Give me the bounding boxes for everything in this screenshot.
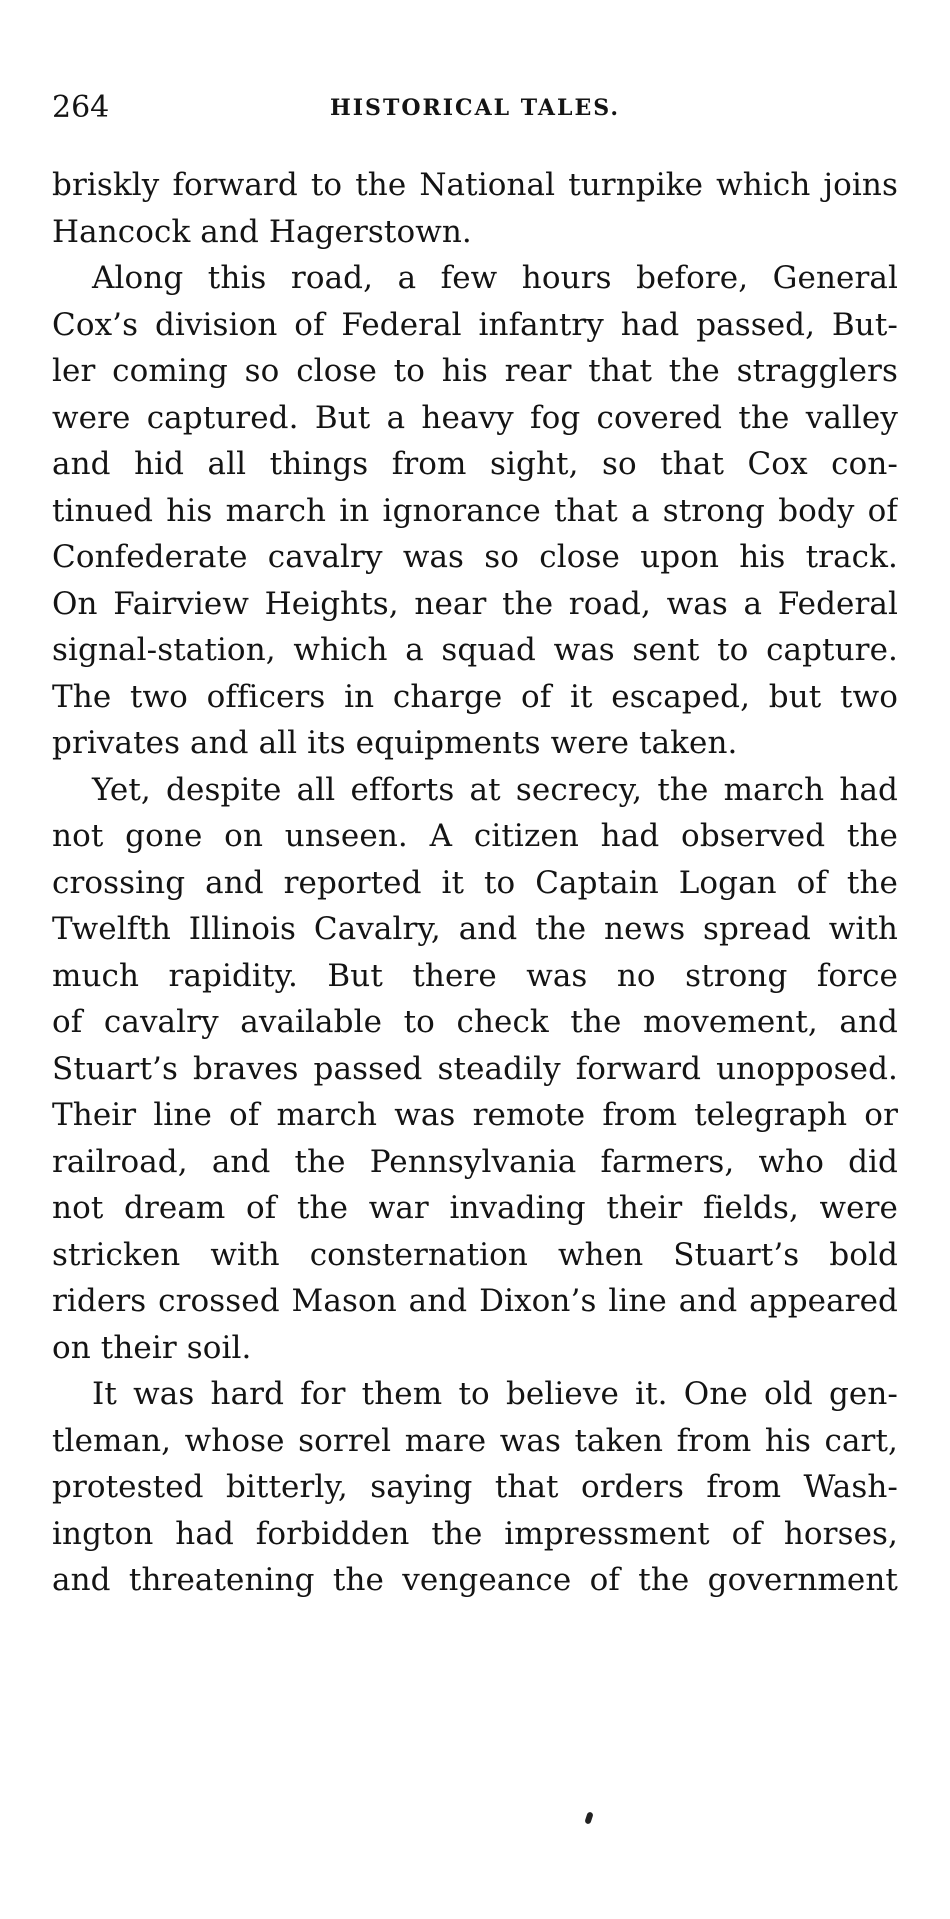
text-line: and hid all things from sight, so that Cox con-: [52, 446, 898, 482]
text-line: Confederate cavalry was so close upon his track.: [52, 539, 898, 575]
text-line: not dream of the war invading their fields, were: [52, 1190, 898, 1226]
text-line: railroad, and the Pennsylvania farmers, who did: [52, 1143, 898, 1180]
text-line: briskly forward to the National turnpike which joins: [52, 167, 898, 203]
text-line: were captured. But a heavy fog covered the valley: [52, 399, 898, 436]
text-line: signal-station, which a squad was sent to capture.: [52, 632, 898, 668]
body-text: [52, 162, 898, 1604]
text-line: It was hard for them to believe it. One old gen-: [92, 1376, 898, 1412]
page-number: 264: [52, 90, 110, 125]
running-head: [52, 88, 898, 128]
paragraph: [52, 767, 898, 1372]
paragraph: [52, 255, 898, 767]
text-line: The two officers in charge of it escaped, but two: [52, 678, 898, 715]
text-line: ington had forbidden the impressment of horses,: [52, 1515, 898, 1552]
text-line: ler coming so close to his rear that the stragglers: [52, 353, 898, 389]
text-line: protested bitterly, saying that orders from Wash-: [52, 1469, 898, 1505]
text-line: Along this road, a few hours before, General: [92, 260, 898, 296]
running-title: HISTORICAL TALES.: [329, 95, 621, 121]
text-line: Their line of march was remote from telegraph or: [52, 1097, 898, 1133]
text-line: tinued his march in ignorance that a strong body of: [52, 492, 898, 529]
text-line: and threatening the vengeance of the government: [52, 1562, 898, 1598]
text-line: of cavalry available to check the movement, and: [52, 1004, 898, 1040]
text-line: Cox’s division of Federal infantry had passed, But-: [52, 306, 898, 343]
text-line: riders crossed Mason and Dixon’s line and appeared: [52, 1283, 898, 1319]
text-line: Twelfth Illinois Cavalry, and the news spread with: [52, 911, 898, 947]
text-line: crossing and reported it to Captain Logan of the: [52, 864, 898, 901]
text-line: Yet, despite all efforts at secrecy, the march had: [92, 771, 898, 808]
text-line: Hancock and Hagerstown.: [52, 213, 472, 250]
text-line: Stuart’s braves passed steadily forward unopposed.: [52, 1050, 898, 1087]
ink-speck: [584, 1811, 593, 1824]
text-line: not gone on unseen. A citizen had observed the: [52, 818, 898, 854]
text-line: stricken with consternation when Stuart’s bold: [52, 1236, 898, 1273]
text-line: On Fairview Heights, near the road, was a Federal: [52, 585, 898, 622]
text-line: on their soil.: [52, 1329, 252, 1366]
paragraph: [52, 162, 898, 255]
paragraph: [52, 1371, 898, 1604]
text-line: privates and all its equipments were taken.: [52, 725, 738, 761]
text-line: much rapidity. But there was no strong force: [52, 957, 898, 994]
text-line: tleman, whose sorrel mare was taken from his cart,: [52, 1422, 898, 1459]
